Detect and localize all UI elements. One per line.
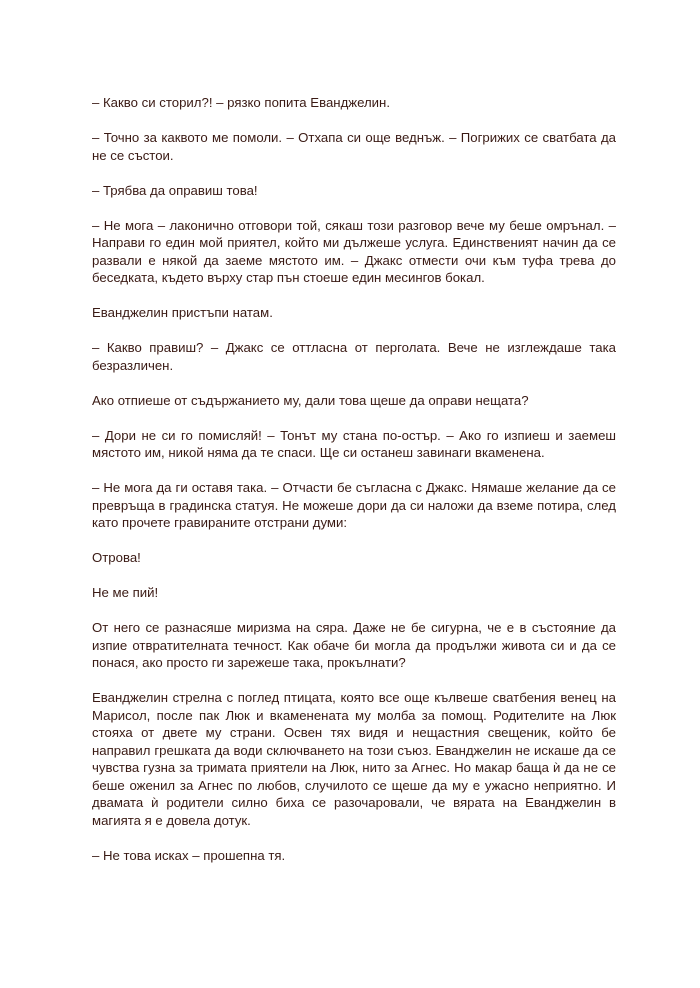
paragraph-1: – Какво си сторил?! – рязко попита Еванджелин. (92, 95, 390, 110)
document-body (92, 94, 616, 882)
paragraph-4: – Не мога – лаконично отговори той, сякаш този разговор вече му беше омрънал. – Направи го един мой приятел, който ми дължеше услуга. Единственият начин да се развали е някой да заеме мястото им. – Джакс отмести очи към туфа трева до беседката, където върху стар пън стоеше един месингов бокал. (92, 217, 616, 285)
paragraph-11: Не ме пий! (92, 585, 159, 600)
paragraph-3: – Трябва да оправиш това! (92, 182, 258, 198)
paragraph-6: – Какво правиш? – Джакс се оттласна от перголата. Вече не изглеждаше така безразличен. (92, 340, 616, 373)
paragraph-5: Еванджелин пристъпи натам. (92, 305, 273, 320)
paragraph-9: – Не мога да ги оставя така. – Отчасти бе съгласна с Джакс. Нямаше желание да се превръща в градинска статуя. Не можеше дори да си наложи да вземе потира, след като прочете гравираните отстрани думи: (92, 480, 616, 530)
paragraph-8: – Дори не си го помисляй! – Тонът му стана по-остър. – Ако го изпиеш и заемеш мястото им, никой няма да те спаси. Ще си останеш завинаги вкаменена. (92, 427, 616, 460)
paragraph-2: – Точно за каквото ме помоли. – Отхапа си още веднъж. – Погрижих се сватбата да не се състои. (92, 130, 616, 163)
paragraph-14: – Не това исках – прошепна тя. (92, 847, 286, 863)
paragraph-12: От него се разнасяше миризма на сяра. Даже не бе сигурна, че е в състояние да изпие отвратителната течност. Как обаче би могла да продължи живота си и да се понася, ако просто ги зарежеше така, прокълнати? (92, 620, 616, 670)
paragraph-10: Отрова! (92, 550, 141, 565)
paragraph-13: Еванджелин стрелна с поглед птицата, която все още кълвеше сватбения венец на Марисол, после пак Люк и вкаменената му молба за помощ. Родителите на Люк стояха от двете му страни. Освен тях видя и нещастния свещеник, който бе направил грешката да води сключването на този съюз. Еванджелин не искаше да се чувства гузна за тримата приятели на Люк, нито за Агнес. Но макар баща ѝ да не се беше оженил за Агнес по любов, случилото се щеше да му е ужасно неприятно. И двамата ѝ родители силно биха се разочаровали, че вярата на Еванджелин в магията я е довела дотук. (92, 690, 616, 828)
paragraph-7: Ако отпиеше от съдържанието му, дали това щеше да оправи нещата? (92, 392, 529, 408)
